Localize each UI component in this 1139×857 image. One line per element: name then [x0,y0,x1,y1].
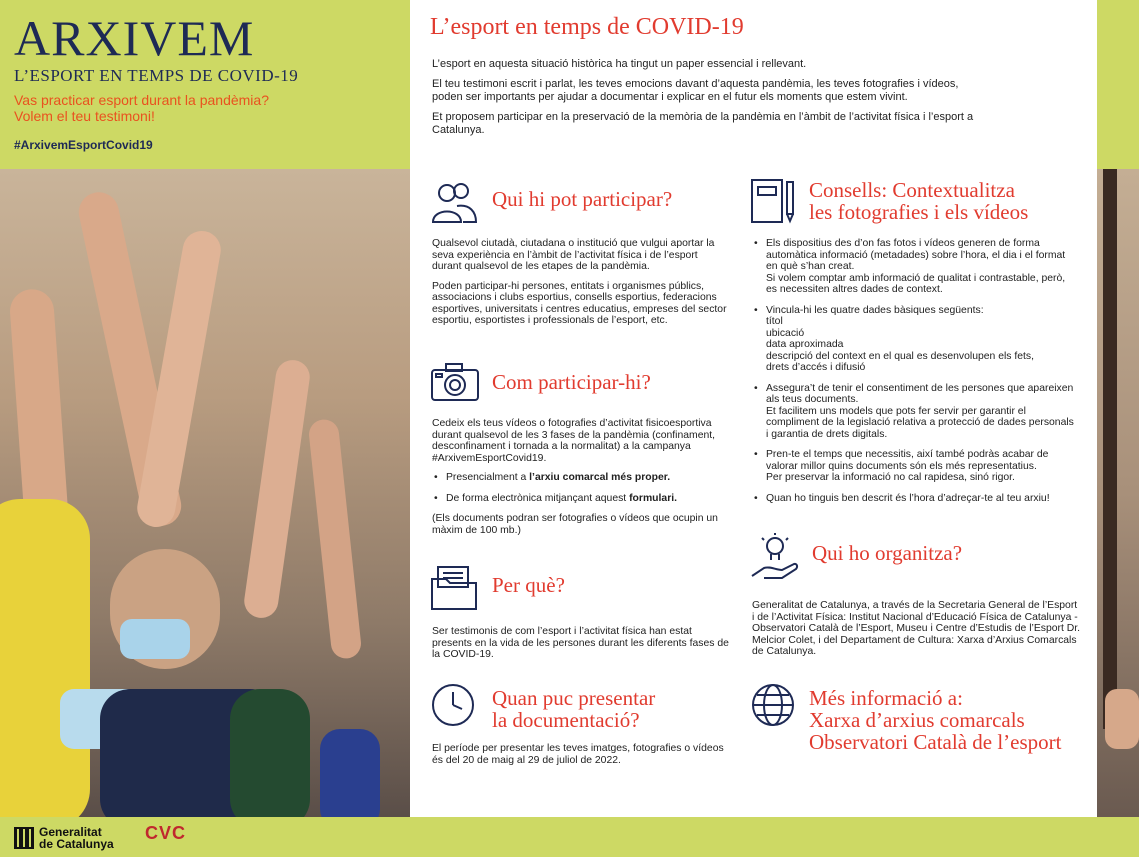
list-item [752,305,1074,374]
link-xarxa-arxius[interactable]: Xarxa d’arxius comarcals [809,708,1025,732]
consells-body [752,238,1074,513]
list-text: • Assegura’t de tenir el consentiment de les persones que apareixen als teus documents. [766,382,1074,405]
lightbulb-hand-icon [750,532,800,582]
generalitat-logo [14,826,114,850]
brand-title: ARXIVEM [14,10,255,66]
globe-icon [750,682,796,728]
com-body [432,418,732,544]
list-item [752,493,1074,505]
hero-photo [0,169,410,817]
sub-item: data aproximada [766,339,844,350]
list-text: • Els dispositius des d’on fas fotos i vídeos generen de forma automàtica informació (metadades) sobre l’hora, el dia i el format en què s’han creat. [766,238,1066,272]
sub-item: ubicació [766,327,805,339]
organitza-body [752,600,1082,666]
quan-paragraph: El període per presentar les teves imatges, fotografies o vídeos és del 20 de maig al 29 de juliol de 2022. [432,743,724,766]
brand-question-line1: Vas practicar esport durant la pandèmia? [14,92,269,108]
cvc-logo [145,823,186,844]
qui-paragraph: Qualsevol ciutadà, ciutadana o institució que vulgui aportar la seva experiència en l’àmbit de l’activitat física i de l’esport durant qualsevol de les etapes de la pandèmia. [432,238,715,272]
list-text: De forma electrònica mitjançant aquest [446,492,630,504]
list-item [432,472,732,484]
brand-question-line2: Volem el teu testimoni! [14,108,155,124]
com-paragraph: Cedeix els teus vídeos o fotografies d’activitat fisicoesportiva durant qualsevol de les 3 fases de la pandèmia (confinament, desconfinament i tornada a la normalitat) a la campanya #ArxivemEsportCovid19. [432,418,716,464]
generalitat-line1: Generalitat [39,825,102,839]
section-title-com: Com participar-hi? [492,370,651,394]
perque-body [432,626,732,669]
quan-title-line1: Quan puc presentar [492,686,656,710]
hero-photo-right [1097,169,1139,817]
brand-hashtag: #ArxivemEsportCovid19 [14,138,153,152]
link-observatori[interactable]: Observatori Català de l’esport [809,730,1062,754]
list-bold-text: l’arxiu comarcal més proper. [529,472,671,483]
brand-block [14,10,299,152]
section-title-quan [492,687,655,731]
qui-paragraph: Poden participar-hi persones, entitats i organismes públics, associacions i clubs esportius, consells esportius, federacions esportives, universitats i centres educatius, empreses del sector esportiu, esportistes i professionals de l’esport, etc. [432,280,727,326]
more-info [809,687,1062,753]
brand-subtitle: L’ESPORT EN TEMPS DE COVID-19 [14,66,299,85]
more-info-heading: Més informació a: [809,686,963,710]
list-text: Presencialment a [446,472,530,483]
list-text: Et facilitem uns models que pots fer servir per garantir el compliment de la legislació relativa a protecció de dades personals i garantia de drets digitals. [766,405,1074,440]
quan-title-line2: la documentació? [492,708,640,732]
list-item [752,449,1074,484]
sub-item: títol [766,316,783,327]
people-icon [430,180,478,224]
generalitat-line2: de Catalunya [39,837,114,851]
perque-paragraph: Ser testimonis de com l’esport i l’activitat física han estat presents en la vida de les persones durant les diferents fases de la COVID-19. [432,626,729,660]
camera-icon [430,362,480,402]
notebook-pencil-icon [750,178,796,224]
generalitat-shield-icon [14,827,34,849]
intro-text [432,58,992,144]
section-title-perque: Per què? [492,573,565,597]
main-title: L’esport en temps de COVID-19 [430,14,744,40]
com-note: (Els documents podran ser fotografies o vídeos que ocupin un màxim de 100 mb.) [432,513,718,536]
brand-question [14,92,298,124]
list-text: Per preservar la informació no cal rapidesa, sinó rigor. [766,472,1015,483]
list-item [752,383,1074,441]
consells-title-line1: Consells: Contextualitza [809,178,1015,202]
quan-body [432,743,732,774]
consells-title-line2: les fotografies i els vídeos [809,200,1029,224]
folder-icon [430,565,478,611]
cvc-text: CVC [145,823,187,843]
list-item [752,238,1074,296]
section-title-consells [809,179,1028,223]
organitza-paragraph: Generalitat de Catalunya, a través de la Secretaria General de l’Esport i de l’Activitat Física: Institut Nacional d’Educació Física de Catalunya - Observatori Català de l’Esport, Museu i Centre d’Estudis de l’Esport Dr. Melcior Colet, i del Departament de Cultura: Xarxa d’Arxius Comarcals de Catalunya. [752,600,1081,657]
formulari-link[interactable]: formulari. [629,492,678,504]
consells-list [752,238,1074,504]
list-text: • Pren-te el temps que necessitis, així també podràs acabar de valorar millor quins documents són els més representatius. [766,449,1049,472]
intro-paragraph: Et proposem participar en la preservació de la memòria de la pandèmia en l’àmbit de l’activitat física i l’esport a Catalunya. [432,111,974,136]
generalitat-text [39,826,114,850]
intro-paragraph: El teu testimoni escrit i parlat, les teves emocions davant d’aquesta pandèmia, les teves fotografies i vídeos, poden ser importants per ajudar a documentar i explicar en el futur els moments que estem vivint. [432,78,959,103]
sub-item: descripció del context en el qual es desenvolupen els fets, [766,350,1035,362]
list-text: • Quan ho tinguis ben descrit és l’hora d’adreçar-te al teu arxiu! [766,492,1050,504]
com-list [432,472,732,504]
qui-body [432,238,728,335]
list-text: • Vincula-hi les quatre dades bàsiques següents: [766,304,984,316]
section-title-qui: Qui hi pot participar? [492,187,673,211]
list-item [432,493,732,505]
clock-icon [430,682,476,728]
list-text: Si volem comptar amb informació de qualitat i contrastable, però, es necessiten altres dades de context. [766,272,1066,295]
sub-item: drets d’accés i difusió [766,362,866,373]
section-title-organitza: Qui ho organitza? [812,541,963,565]
intro-paragraph: L’esport en aquesta situació històrica ha tingut un paper essencial i rellevant. [432,58,807,70]
